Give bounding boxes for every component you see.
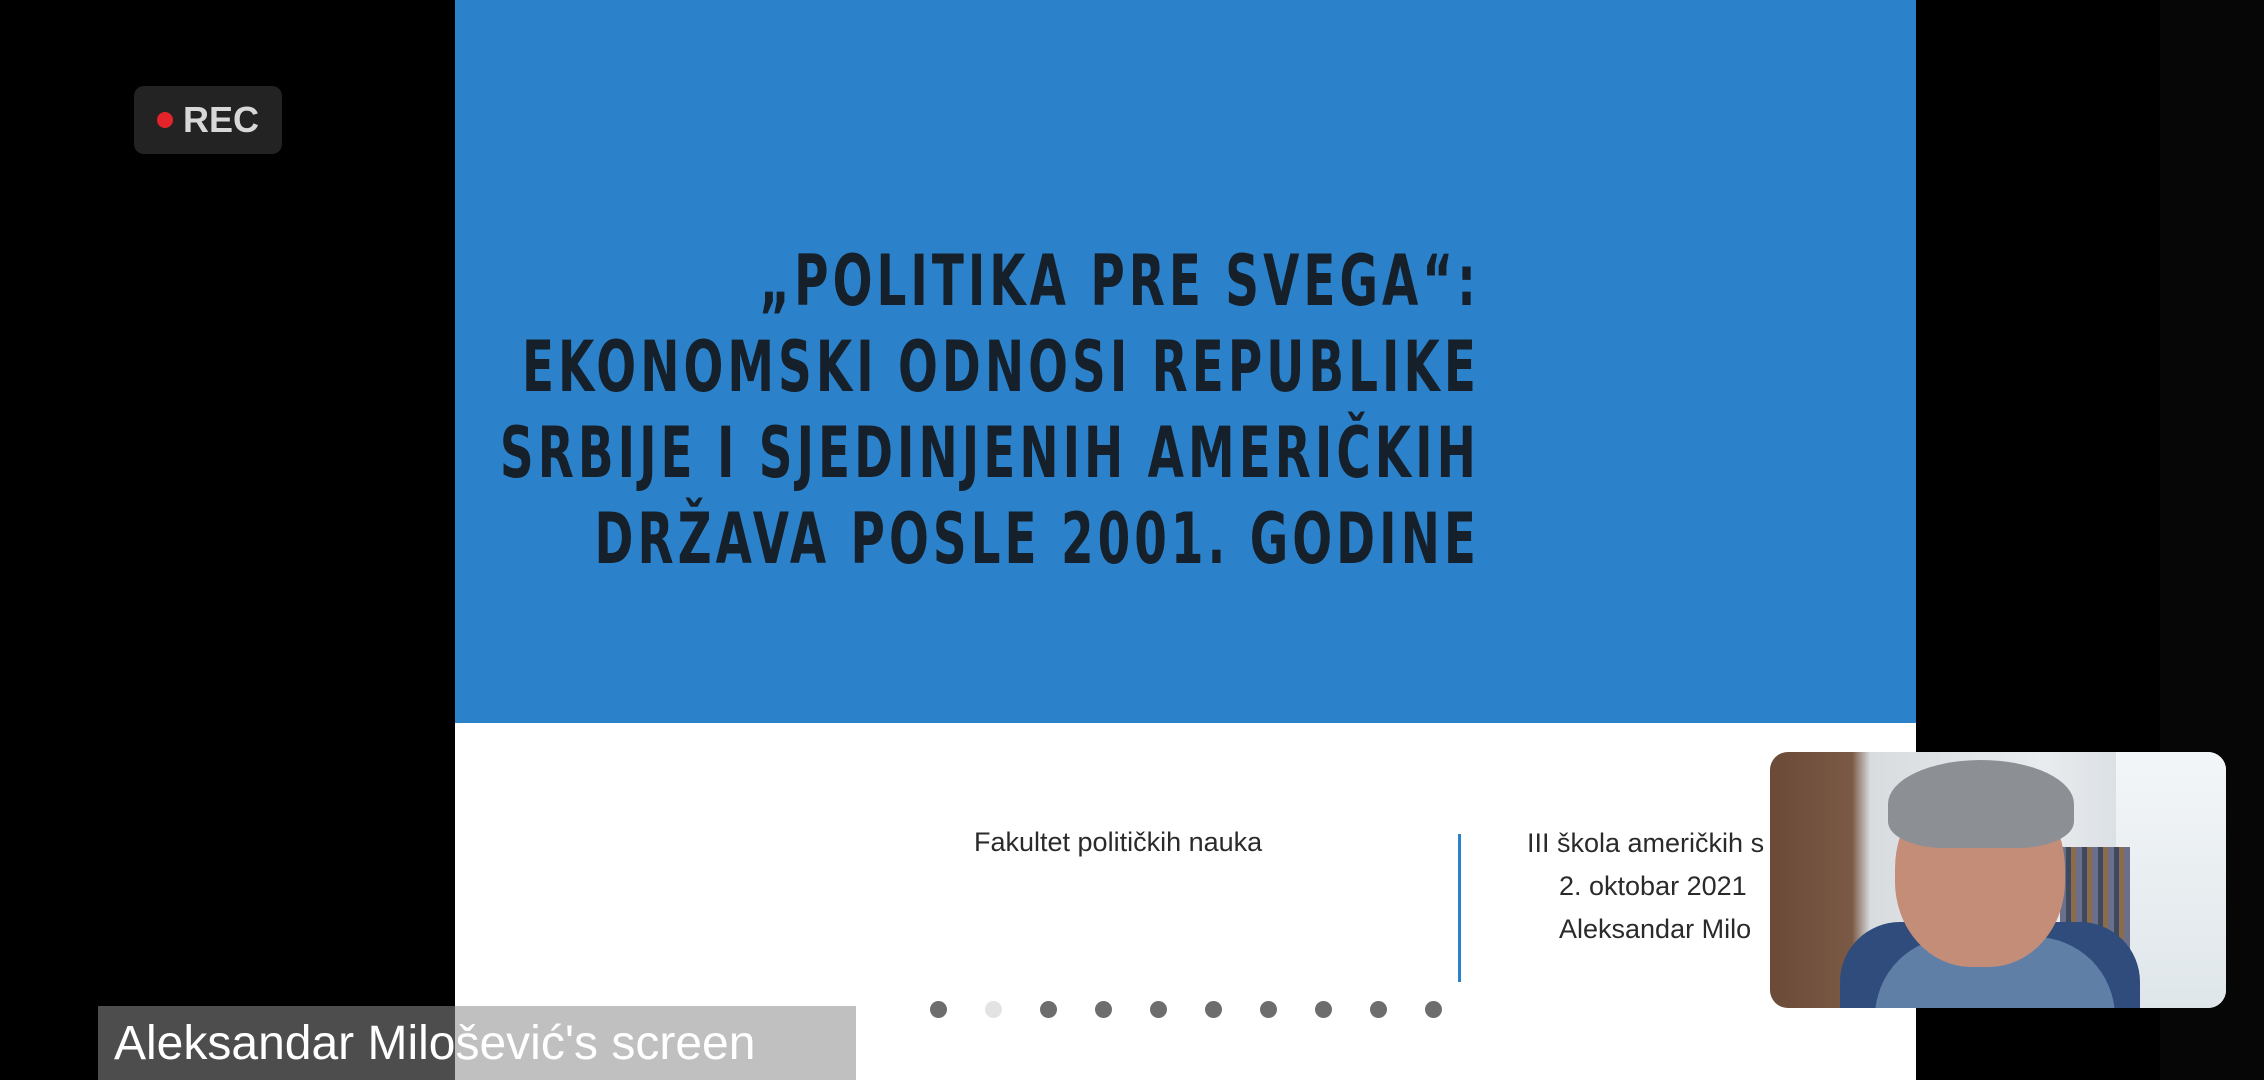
slide-title-line: DRŽAVA POSLE 2001. GODINE — [594, 498, 1480, 580]
page-dot[interactable] — [1260, 1001, 1277, 1018]
page-dot[interactable] — [1150, 1001, 1167, 1018]
rec-label: REC — [182, 99, 259, 140]
slide-page-dots[interactable] — [930, 1001, 1442, 1018]
slide-title-line: SRBIJE I SJEDINJENIH AMERIČKIH — [499, 412, 1480, 494]
page-dot[interactable] — [1315, 1001, 1332, 1018]
faculty-name: Fakultet političkih nauka — [974, 827, 1263, 857]
slide-title — [495, 238, 1480, 582]
rec-badge — [134, 86, 282, 154]
slide-title-panel — [455, 0, 1916, 723]
rec-dot-icon — [157, 112, 173, 128]
event-line: III škola američkih s — [1527, 828, 1765, 858]
page-dot[interactable] — [930, 1001, 947, 1018]
slide-title-line: EKONOMSKI ODNOSI REPUBLIKE — [521, 326, 1480, 408]
shared-slide — [455, 0, 1916, 1080]
event-line: 2. oktobar 2021 — [1559, 871, 1747, 901]
page-dot[interactable] — [985, 1001, 1002, 1018]
page-dot[interactable] — [1370, 1001, 1387, 1018]
slide-divider — [1458, 834, 1461, 982]
page-dot[interactable] — [1425, 1001, 1442, 1018]
event-line: Aleksandar Milo — [1559, 914, 1752, 944]
screen-share-label-text: Aleksandar Milošević's screen — [114, 1016, 756, 1070]
event-details — [1527, 822, 1764, 951]
page-dot[interactable] — [1095, 1001, 1112, 1018]
participant-video-thumbnail[interactable] — [1770, 752, 2226, 1008]
slide-title-line: „POLITIKA PRE SVEGA“: — [759, 240, 1480, 322]
video-person-hair — [1888, 760, 2074, 848]
screen-share-label — [98, 1006, 856, 1080]
page-dot[interactable] — [1205, 1001, 1222, 1018]
page-dot[interactable] — [1040, 1001, 1057, 1018]
